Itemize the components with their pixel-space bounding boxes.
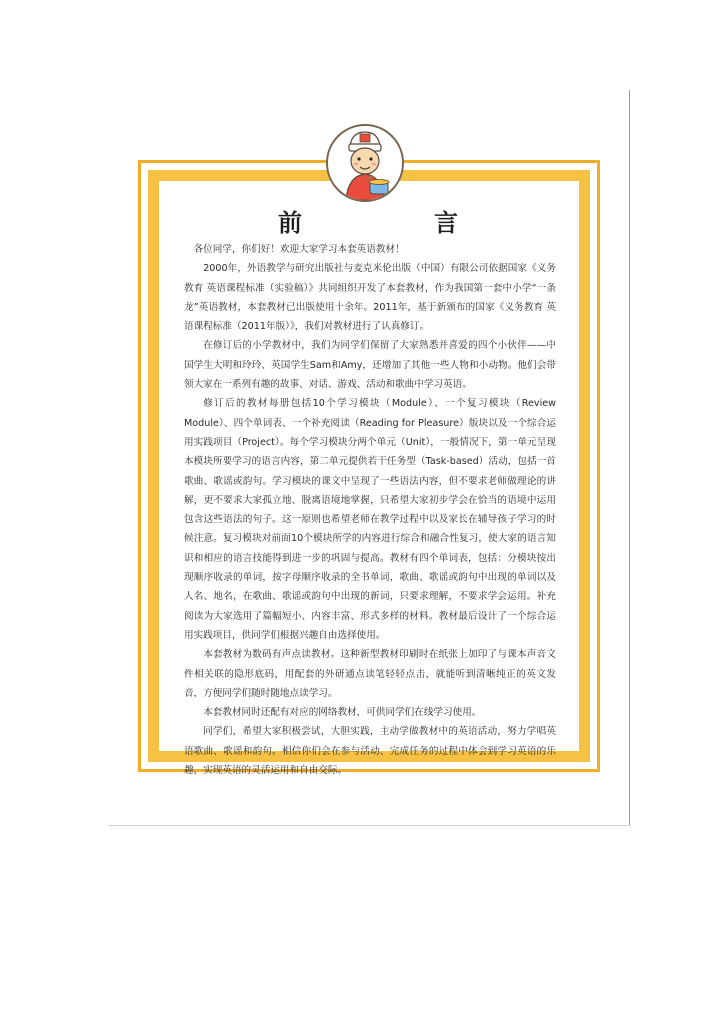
- mascot-illustration: [328, 126, 402, 200]
- paragraph: 2000年，外语教学与研究出版社与麦克米伦出版（中国）有限公司依据国家《义务教育 英语课程标准（实验稿）》共同组织开发了本套教材，作为我国第一套中小学“一条龙”英语教材，本套教材已出版使用十余年。2011年，基于新颁布的国家《义务教育 英语课程标准（2011年版）》，我们对教材进行了认真修订。: [184, 263, 556, 333]
- paragraph: 本套教材为数码有声点读教材。这种新型教材印刷时在纸张上加印了与课本声音文件相关联的隐形底码，用配套的外研通点读笔轻轻点击，就能听到清晰纯正的英文发音，方便同学们随时随地点读学习。: [184, 649, 556, 699]
- paragraph: 在修订后的小学教材中，我们为同学们保留了大家熟悉并喜爱的四个小伙伴——中国学生大明和玲玲、英国学生Sam和Amy，还增加了其他一些人物和小动物。他们会带领大家在一系列有趣的故事、对话、游戏、活动和歌曲中学习英语。: [184, 340, 556, 391]
- paragraph: 本套教材同时还配有对应的网络教材，可供同学们在线学习使用。: [203, 707, 482, 719]
- preface-body: [184, 240, 556, 780]
- paragraph: 各位同学，你们好！欢迎大家学习本套英语教材！: [193, 244, 405, 255]
- mascot-icon: [326, 124, 404, 202]
- paragraph: 修订后的教材每册包括10个学习模块（Module）、一个复习模块（Review Module）、四个单词表、一个补充阅读（Reading for Pleasure）版块以及一个综合运用实践项目（Project）。每个学习模块分两个单元（Unit），一般情况下，第一单元呈现本模块所要学习的语言内容，第二单元提供若干任务型（Task-based）活动，包括一首歌曲、歌谣或韵句。学习模块的课文中呈现了一些语法内容，但不要求老师做理论的讲解，更不要求大家孤立地、脱离语境地掌握，只希望大家初步学会在恰当的语境中运用包含这些语法的句子。这一原则也希望老师在教学过程中以及家长在辅导孩子学习的时候注意。复习模块对前面10个模块所学的内容进行综合和融合性复习，使大家的语言知识和相应的语言技能得到进一步的巩固与提高。教材有四个单词表，包括：分模块按出现顺序收录的单词，按字母顺序收录的全书单词，歌曲、歌谣或韵句中出现的单词以及人名、地名，在歌曲、歌谣或韵句中出现的新词，只要求理解，不要求学会运用。补充阅读为大家选用了篇幅短小、内容丰富、形式多样的材料。教材最后设计了一个综合运用实践项目，供同学们根据兴趣自由选择使用。: [184, 398, 556, 641]
- paragraph: 同学们，希望大家积极尝试，大胆实践，主动学做教材中的英语活动，努力学唱英语歌曲、歌谣和韵句。相信你们会在参与活动、完成任务的过程中体会到学习英语的乐趣，实现英语的灵活运用和自由交际。: [184, 726, 556, 777]
- page-title: 前 言: [278, 208, 512, 237]
